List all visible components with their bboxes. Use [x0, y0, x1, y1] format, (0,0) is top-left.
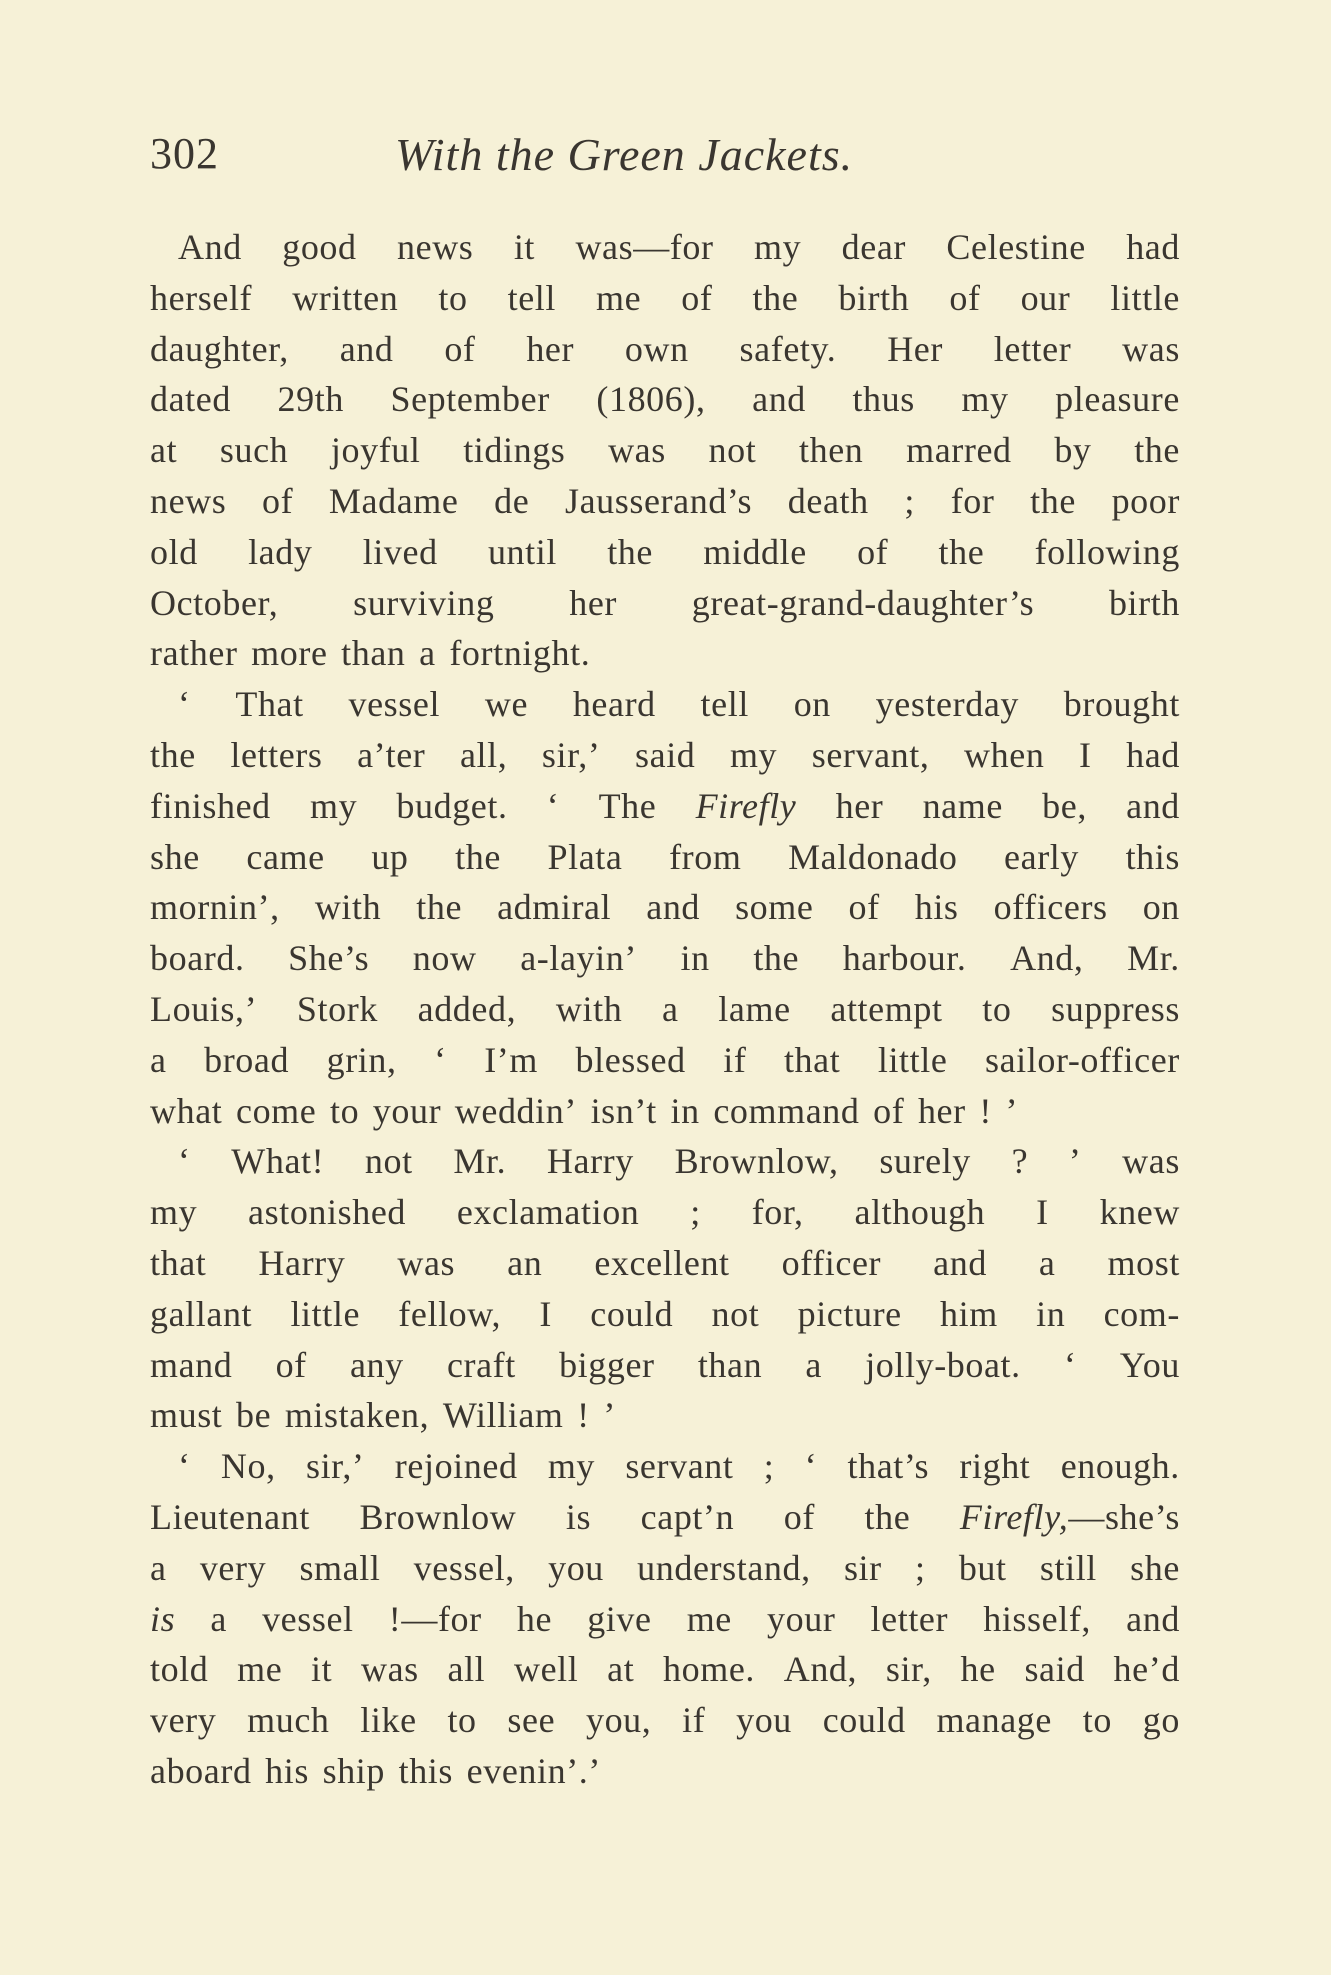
body-text [150, 222, 1180, 1797]
page-number: 302 [150, 129, 219, 178]
text-line: old lady lived until the middle of the following [150, 531, 1180, 572]
text-line: Louis,’ Stork added, with a lame attempt to suppress [150, 988, 1180, 1029]
running-head [150, 128, 1180, 188]
text-line: aboard his ship this evenin’.’ [150, 1750, 601, 1791]
text-line: ‘ What! not Mr. Harry Brownlow, surely ? ’ was [178, 1141, 1180, 1182]
text-line: gallant little fellow, I could not picture him in com- [150, 1293, 1180, 1334]
running-title: With the Green Jackets. [395, 129, 854, 180]
text-line: mornin’, with the admiral and some of his officers on [150, 887, 1180, 928]
text-line: rather more than a fortnight. [150, 633, 591, 674]
text-line: herself written to tell me of the birth of our little [150, 277, 1180, 318]
text-line: my astonished exclamation ; for, although I knew [150, 1192, 1180, 1233]
text-line: Lieutenant Brownlow is capt’n of the Firefly,—she’s [150, 1496, 1180, 1537]
text-line: the letters a’ter all, sir,’ said my servant, when I had [150, 734, 1180, 775]
text-line: ‘ That vessel we heard tell on yesterday brought [178, 684, 1180, 725]
text-line: a very small vessel, you understand, sir ; but still she [150, 1547, 1180, 1588]
text-line: news of Madame de Jausserand’s death ; for the poor [150, 480, 1180, 521]
text-line: at such joyful tidings was not then marred by the [150, 430, 1180, 471]
text-line: is a vessel !—for he give me your letter hisself, and [150, 1598, 1180, 1639]
text-line: she came up the Plata from Maldonado early this [150, 836, 1180, 877]
text-line: a broad grin, ‘ I’m blessed if that little sailor-officer [150, 1039, 1180, 1080]
text-line: very much like to see you, if you could manage to go [150, 1700, 1180, 1741]
text-line: And good news it was—for my dear Celestine had [178, 227, 1180, 267]
text-line: dated 29th September (1806), and thus my pleasure [150, 379, 1180, 420]
text-line: what come to your weddin’ isn’t in command of her ! ’ [150, 1090, 1019, 1131]
text-line: told me it was all well at home. And, sir, he said he’d [150, 1649, 1180, 1690]
text-line: must be mistaken, William ! ’ [150, 1395, 616, 1436]
text-line: October, surviving her great-grand-daughter’s birth [150, 582, 1180, 623]
text-line: that Harry was an excellent officer and a most [150, 1242, 1180, 1283]
text-line: finished my budget. ‘ The Firefly her name be, and [150, 785, 1180, 826]
text-line: daughter, and of her own safety. Her letter was [150, 328, 1180, 369]
text-line: board. She’s now a-layin’ in the harbour. And, Mr. [150, 938, 1180, 979]
text-line: mand of any craft bigger than a jolly-boat. ‘ You [150, 1344, 1180, 1385]
text-line: ‘ No, sir,’ rejoined my servant ; ‘ that’s right enough. [178, 1446, 1180, 1487]
